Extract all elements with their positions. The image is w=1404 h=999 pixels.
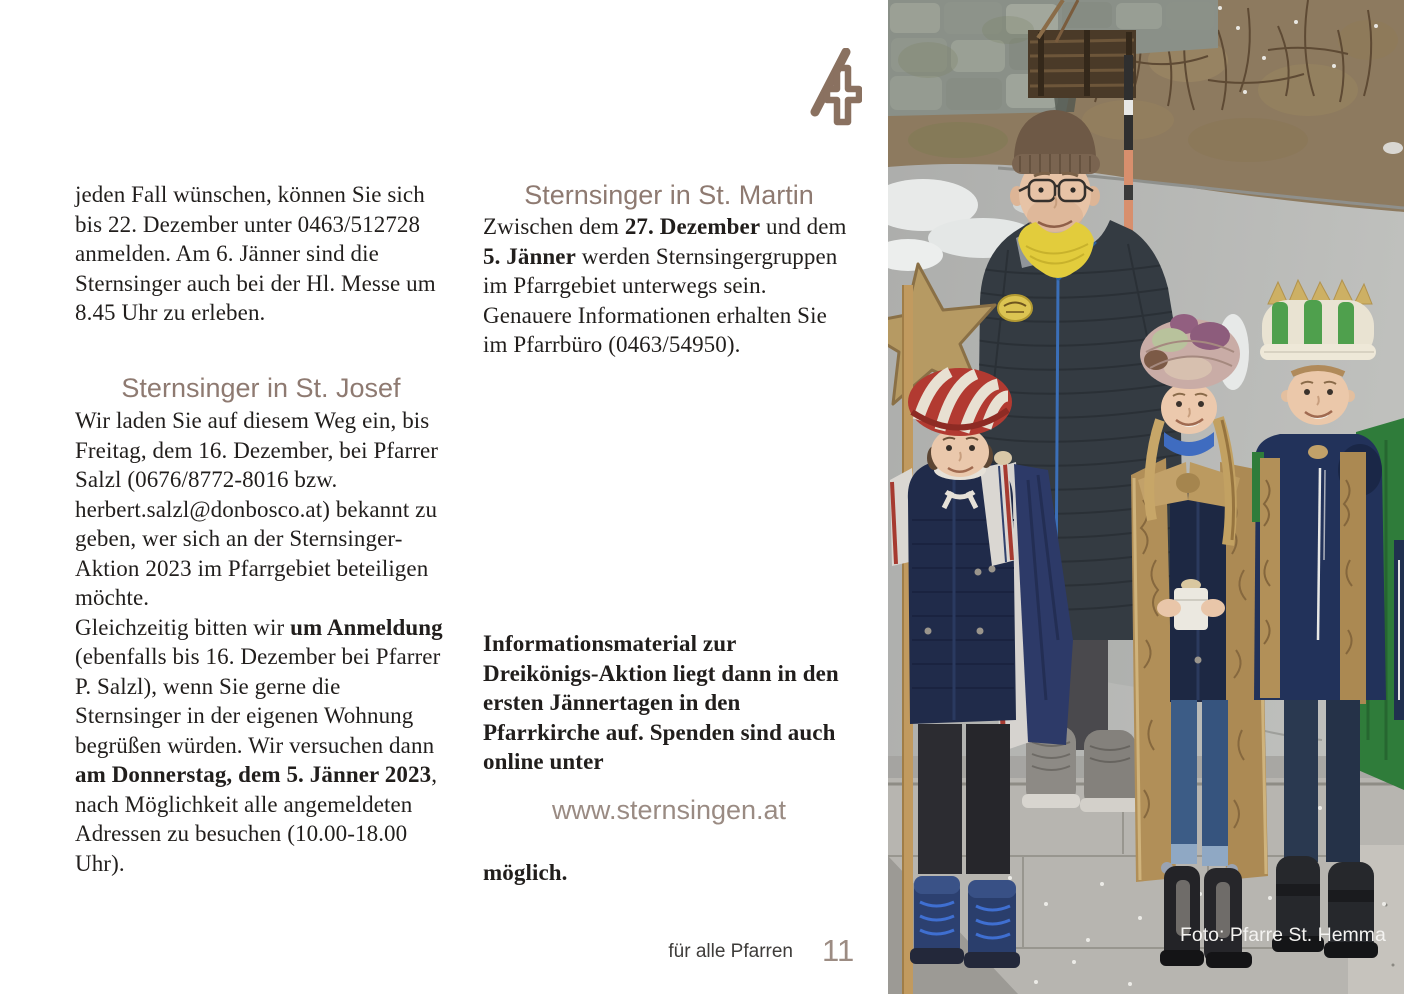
closing-word: möglich. [483, 860, 568, 885]
registration-seg3: (ebenfalls bis 16. Dezember bei Pfarrer P. Salzl), wenn Sie gerne die Sternsinger in der eigenen Wohnung begrüßen würden. Wir versuchen dann [75, 644, 441, 758]
middle-child-boots [1160, 866, 1252, 968]
snow-pole [1124, 55, 1133, 232]
dates-seg5: werden Sternsingergruppen im Pfarrgebiet unterwegs sein. Genauere Informationen erhalten Sie im Pfarrbüro (0463/54950). [483, 243, 838, 357]
section-number-ornament [804, 48, 862, 128]
registration-seg4-bold: am Donnerstag, dem 5. Jänner 2023 [75, 762, 432, 787]
heading-sternsinger-st-martin: Sternsinger in St. Martin [524, 180, 814, 210]
jacket-logo-patch [998, 295, 1032, 321]
heading-sternsinger-st-josef: Sternsinger in St. Josef [121, 373, 401, 403]
dates-seg3: und dem [760, 214, 847, 239]
photo-caption: Foto: Pfarre St. Hemma [1180, 924, 1386, 946]
st-josef-paragraph: Wir laden Sie auf diesem Weg ein, bis Freitag, dem 16. Dezember, bei Pfarrer Salzl (0676/8772-8016 bzw. herbert.salzl@donbosco.at) bekannt zu geben, wer sich an der Sternsinger-Aktion 2023 im Pfarrgebiet beteiligen möchte. [75, 408, 439, 610]
dates-seg2-bold: 27. Dezember [624, 214, 761, 239]
left-column-body [75, 406, 447, 878]
registration-seg1: Gleichzeitig bitten wir [75, 614, 291, 640]
left-column-intro-paragraph: jeden Fall wünschen, können Sie sich bis 22. Dezember unter 0463/512728 anmelden. Am 6. Jänner sind die Sternsinger auch bei der Hl. Messe um 8.45 Uhr zu erleben. [75, 182, 436, 325]
page-number: 11 [822, 933, 855, 968]
info-material-paragraph: Informationsmaterial zur Dreikönigs-Aktion liegt dann in den ersten Jännertagen in den Pfarrkirche auf. Spenden sind auch online unter [483, 631, 839, 774]
dates-seg1: Zwischen dem [483, 214, 625, 239]
registration-paragraph [75, 613, 447, 879]
numeral-4-icon [804, 48, 862, 128]
sternsinger-photo-illustration [888, 0, 1404, 994]
dates-seg4-bold: 5. Jänner [483, 243, 576, 269]
st-martin-paragraph [483, 212, 855, 360]
footer-label: für alle Pfarren [668, 941, 793, 962]
registration-seg5: , nach Möglichkeit alle angemeldeten Adressen zu besuchen (10.00-18.00 Uhr). [75, 762, 438, 876]
sternsingen-website-link[interactable]: www.sternsingen.at [551, 795, 787, 825]
fourth-child-sliver [1394, 540, 1404, 720]
man-head [1010, 110, 1100, 278]
sternsinger-photo [888, 0, 1404, 994]
registration-seg2-bold: um Anmeldung [290, 614, 443, 640]
